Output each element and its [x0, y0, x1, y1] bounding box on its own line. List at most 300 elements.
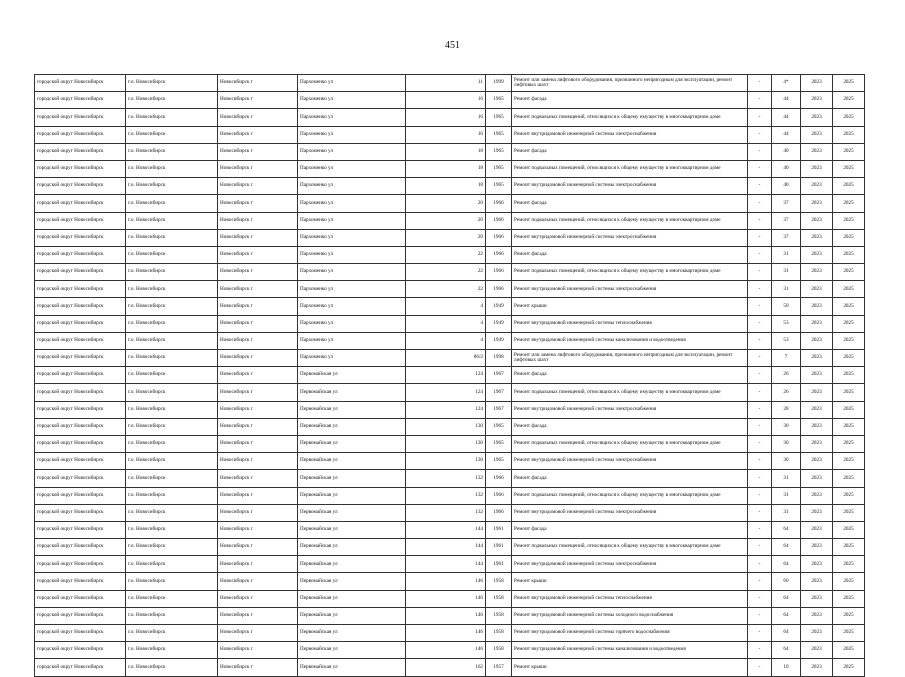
municipality-cell: г.о. Новосибирск — [126, 556, 218, 573]
street-cell: Пархоменко ул — [298, 92, 406, 109]
end-year-cell: 2025 — [833, 195, 865, 212]
work-type-cell: Ремонт подвальных помещений, относящихся к общему имуществу в многоквартирном доме — [512, 109, 748, 126]
start-year-cell: 2023 — [801, 75, 833, 92]
city-cell: Новосибирск г — [218, 315, 298, 332]
end-year-cell: 2025 — [833, 539, 865, 556]
house-number-cell: 124 — [406, 401, 486, 418]
city-cell: Новосибирск г — [218, 607, 298, 624]
work-type-cell: Ремонт внутридомовой инженерной системы теплоснабжения — [512, 315, 748, 332]
work-type-cell: Ремонт внутридомовой инженерной системы электроснабжения — [512, 453, 748, 470]
start-year-cell: 2023 — [801, 470, 833, 487]
count-cell: 4* — [772, 75, 801, 92]
build-year-cell: 1999 — [486, 75, 512, 92]
work-type-cell: Ремонт фасада — [512, 143, 748, 160]
district-cell: городской округ Новосибирск — [35, 75, 126, 92]
count-cell: 50 — [772, 298, 801, 315]
house-number-cell: 130 — [406, 435, 486, 452]
district-cell: городской округ Новосибирск — [35, 607, 126, 624]
street-cell: Пархоменко ул — [298, 229, 406, 246]
end-year-cell: 2025 — [833, 453, 865, 470]
placeholder-cell: - — [748, 625, 772, 642]
count-cell: 60 — [772, 573, 801, 590]
table-row — [35, 642, 865, 659]
house-number-cell: 18 — [406, 160, 486, 177]
start-year-cell: 2023 — [801, 625, 833, 642]
start-year-cell: 2023 — [801, 315, 833, 332]
count-cell: 31 — [772, 246, 801, 263]
district-cell: городской округ Новосибирск — [35, 160, 126, 177]
house-number-cell: 146 — [406, 607, 486, 624]
start-year-cell: 2023 — [801, 384, 833, 401]
start-year-cell: 2023 — [801, 264, 833, 281]
city-cell: Новосибирск г — [218, 367, 298, 384]
table-row — [35, 470, 865, 487]
build-year-cell: 1958 — [486, 625, 512, 642]
build-year-cell: 1965 — [486, 109, 512, 126]
city-cell: Новосибирск г — [218, 642, 298, 659]
start-year-cell: 2023 — [801, 109, 833, 126]
count-cell: 44 — [772, 109, 801, 126]
build-year-cell: 1966 — [486, 212, 512, 229]
table-row — [35, 487, 865, 504]
table-row — [35, 109, 865, 126]
end-year-cell: 2025 — [833, 350, 865, 367]
street-cell: Первомайская ул — [298, 556, 406, 573]
street-cell: Первомайская ул — [298, 642, 406, 659]
municipality-cell: г.о. Новосибирск — [126, 195, 218, 212]
work-type-cell: Ремонт подвальных помещений, относящихся к общему имуществу в многоквартирном доме — [512, 264, 748, 281]
placeholder-cell: - — [748, 418, 772, 435]
table-row — [35, 264, 865, 281]
placeholder-cell: - — [748, 281, 772, 298]
district-cell: городской округ Новосибирск — [35, 384, 126, 401]
start-year-cell: 2023 — [801, 521, 833, 538]
municipality-cell: г.о. Новосибирск — [126, 659, 218, 676]
district-cell: городской округ Новосибирск — [35, 298, 126, 315]
table-row — [35, 143, 865, 160]
placeholder-cell: - — [748, 642, 772, 659]
build-year-cell: 1965 — [486, 453, 512, 470]
work-type-cell: Ремонт крыши — [512, 298, 748, 315]
start-year-cell: 2023 — [801, 642, 833, 659]
street-cell: Пархоменко ул — [298, 109, 406, 126]
house-number-cell: 20 — [406, 212, 486, 229]
placeholder-cell: - — [748, 92, 772, 109]
placeholder-cell: - — [748, 607, 772, 624]
build-year-cell: 1965 — [486, 178, 512, 195]
placeholder-cell: - — [748, 178, 772, 195]
placeholder-cell: - — [748, 109, 772, 126]
work-type-cell: Ремонт внутридомовой инженерной системы канализования и водоотведения — [512, 642, 748, 659]
city-cell: Новосибирск г — [218, 659, 298, 676]
placeholder-cell: - — [748, 367, 772, 384]
end-year-cell: 2025 — [833, 92, 865, 109]
street-cell: Пархоменко ул — [298, 126, 406, 143]
end-year-cell: 2025 — [833, 384, 865, 401]
build-year-cell: 1958 — [486, 590, 512, 607]
city-cell: Новосибирск г — [218, 573, 298, 590]
end-year-cell: 2025 — [833, 315, 865, 332]
count-cell: 28 — [772, 401, 801, 418]
table-row — [35, 160, 865, 177]
build-year-cell: 1965 — [486, 143, 512, 160]
city-cell: Новосибирск г — [218, 435, 298, 452]
district-cell: городской округ Новосибирск — [35, 212, 126, 229]
city-cell: Новосибирск г — [218, 418, 298, 435]
count-cell: 31 — [772, 470, 801, 487]
count-cell: 44 — [772, 126, 801, 143]
municipality-cell: г.о. Новосибирск — [126, 453, 218, 470]
municipality-cell: г.о. Новосибирск — [126, 435, 218, 452]
build-year-cell: 1958 — [486, 607, 512, 624]
house-number-cell: 16 — [406, 109, 486, 126]
table-row — [35, 625, 865, 642]
placeholder-cell: - — [748, 332, 772, 349]
house-number-cell: 4 — [406, 315, 486, 332]
work-type-cell: Ремонт фасада — [512, 195, 748, 212]
work-type-cell: Ремонт внутридомовой инженерной системы электроснабжения — [512, 504, 748, 521]
street-cell: Пархоменко ул — [298, 264, 406, 281]
build-year-cell: 1949 — [486, 332, 512, 349]
table-row — [35, 229, 865, 246]
district-cell: городской округ Новосибирск — [35, 521, 126, 538]
street-cell: Первомайская ул — [298, 625, 406, 642]
build-year-cell: 1966 — [486, 229, 512, 246]
placeholder-cell: - — [748, 143, 772, 160]
work-type-cell: Ремонт внутридомовой инженерной системы электроснабжения — [512, 178, 748, 195]
end-year-cell: 2025 — [833, 109, 865, 126]
build-year-cell: 1965 — [486, 418, 512, 435]
work-type-cell: Ремонт крыши — [512, 659, 748, 676]
table-row — [35, 590, 865, 607]
build-year-cell: 1966 — [486, 281, 512, 298]
start-year-cell: 2023 — [801, 401, 833, 418]
house-number-cell: 86/2 — [406, 350, 486, 367]
start-year-cell: 2023 — [801, 487, 833, 504]
placeholder-cell: - — [748, 350, 772, 367]
house-number-cell: 11 — [406, 75, 486, 92]
table-row — [35, 521, 865, 538]
work-type-cell: Ремонт фасада — [512, 521, 748, 538]
placeholder-cell: - — [748, 435, 772, 452]
work-type-cell: Ремонт внутридомовой инженерной системы электроснабжения — [512, 401, 748, 418]
house-number-cell: 124 — [406, 384, 486, 401]
house-number-cell: 22 — [406, 281, 486, 298]
table-row — [35, 212, 865, 229]
build-year-cell: 1961 — [486, 556, 512, 573]
district-cell: городской округ Новосибирск — [35, 642, 126, 659]
district-cell: городской округ Новосибирск — [35, 178, 126, 195]
municipality-cell: г.о. Новосибирск — [126, 607, 218, 624]
build-year-cell: 1966 — [486, 470, 512, 487]
house-number-cell: 130 — [406, 418, 486, 435]
house-number-cell: 132 — [406, 504, 486, 521]
district-cell: городской округ Новосибирск — [35, 264, 126, 281]
district-cell: городской округ Новосибирск — [35, 195, 126, 212]
district-cell: городской округ Новосибирск — [35, 350, 126, 367]
count-cell: 30 — [772, 435, 801, 452]
build-year-cell: 1965 — [486, 160, 512, 177]
table-row — [35, 418, 865, 435]
city-cell: Новосибирск г — [218, 75, 298, 92]
table-row — [35, 401, 865, 418]
build-year-cell: 1966 — [486, 487, 512, 504]
end-year-cell: 2025 — [833, 659, 865, 676]
placeholder-cell: - — [748, 384, 772, 401]
house-number-cell: 132 — [406, 487, 486, 504]
municipality-cell: г.о. Новосибирск — [126, 75, 218, 92]
count-cell: 37 — [772, 195, 801, 212]
street-cell: Первомайская ул — [298, 401, 406, 418]
district-cell: городской округ Новосибирск — [35, 143, 126, 160]
municipality-cell: г.о. Новосибирск — [126, 126, 218, 143]
start-year-cell: 2023 — [801, 418, 833, 435]
city-cell: Новосибирск г — [218, 160, 298, 177]
table-row — [35, 556, 865, 573]
placeholder-cell: - — [748, 229, 772, 246]
table-row — [35, 178, 865, 195]
district-cell: городской округ Новосибирск — [35, 435, 126, 452]
table-row — [35, 281, 865, 298]
municipality-cell: г.о. Новосибирск — [126, 642, 218, 659]
build-year-cell: 1957 — [486, 659, 512, 676]
end-year-cell: 2025 — [833, 212, 865, 229]
capital-repair-table — [34, 74, 865, 677]
placeholder-cell: - — [748, 401, 772, 418]
placeholder-cell: - — [748, 590, 772, 607]
street-cell: Первомайская ул — [298, 418, 406, 435]
municipality-cell: г.о. Новосибирск — [126, 590, 218, 607]
page-number: 451 — [445, 40, 460, 51]
start-year-cell: 2023 — [801, 178, 833, 195]
count-cell: 64 — [772, 625, 801, 642]
start-year-cell: 2023 — [801, 246, 833, 263]
work-type-cell: Ремонт подвальных помещений, относящихся к общему имуществу в многоквартирном доме — [512, 435, 748, 452]
municipality-cell: г.о. Новосибирск — [126, 281, 218, 298]
start-year-cell: 2023 — [801, 281, 833, 298]
build-year-cell: 1998 — [486, 350, 512, 367]
city-cell: Новосибирск г — [218, 625, 298, 642]
build-year-cell: 1967 — [486, 384, 512, 401]
start-year-cell: 2023 — [801, 126, 833, 143]
placeholder-cell: - — [748, 75, 772, 92]
placeholder-cell: - — [748, 264, 772, 281]
city-cell: Новосибирск г — [218, 143, 298, 160]
count-cell: 44 — [772, 92, 801, 109]
build-year-cell: 1958 — [486, 573, 512, 590]
district-cell: городской округ Новосибирск — [35, 470, 126, 487]
work-type-cell: Ремонт фасада — [512, 367, 748, 384]
city-cell: Новосибирск г — [218, 590, 298, 607]
district-cell: городской округ Новосибирск — [35, 487, 126, 504]
placeholder-cell: - — [748, 246, 772, 263]
start-year-cell: 2023 — [801, 573, 833, 590]
street-cell: Первомайская ул — [298, 590, 406, 607]
count-cell: 37 — [772, 229, 801, 246]
street-cell: Пархоменко ул — [298, 75, 406, 92]
street-cell: Пархоменко ул — [298, 315, 406, 332]
municipality-cell: г.о. Новосибирск — [126, 401, 218, 418]
end-year-cell: 2025 — [833, 401, 865, 418]
municipality-cell: г.о. Новосибирск — [126, 298, 218, 315]
street-cell: Пархоменко ул — [298, 332, 406, 349]
placeholder-cell: - — [748, 487, 772, 504]
count-cell: 64 — [772, 539, 801, 556]
end-year-cell: 2025 — [833, 332, 865, 349]
count-cell: 64 — [772, 556, 801, 573]
start-year-cell: 2023 — [801, 556, 833, 573]
street-cell: Первомайская ул — [298, 504, 406, 521]
table-row — [35, 195, 865, 212]
work-type-cell: Ремонт внутридомовой инженерной системы электроснабжения — [512, 556, 748, 573]
table-row — [35, 504, 865, 521]
city-cell: Новосибирск г — [218, 504, 298, 521]
district-cell: городской округ Новосибирск — [35, 539, 126, 556]
placeholder-cell: - — [748, 298, 772, 315]
city-cell: Новосибирск г — [218, 453, 298, 470]
start-year-cell: 2023 — [801, 435, 833, 452]
table-row — [35, 92, 865, 109]
work-type-cell: Ремонт подвальных помещений, относящихся к общему имуществу в многоквартирном доме — [512, 212, 748, 229]
placeholder-cell: - — [748, 195, 772, 212]
house-number-cell: 20 — [406, 229, 486, 246]
start-year-cell: 2023 — [801, 143, 833, 160]
street-cell: Первомайская ул — [298, 607, 406, 624]
work-type-cell: Ремонт крыши — [512, 573, 748, 590]
count-cell: 30 — [772, 418, 801, 435]
work-type-cell: Ремонт фасада — [512, 246, 748, 263]
house-number-cell: 22 — [406, 246, 486, 263]
placeholder-cell: - — [748, 160, 772, 177]
table-row — [35, 539, 865, 556]
street-cell: Первомайская ул — [298, 521, 406, 538]
end-year-cell: 2025 — [833, 160, 865, 177]
table-row — [35, 435, 865, 452]
house-number-cell: 146 — [406, 573, 486, 590]
district-cell: городской округ Новосибирск — [35, 573, 126, 590]
house-number-cell: 144 — [406, 539, 486, 556]
district-cell: городской округ Новосибирск — [35, 92, 126, 109]
build-year-cell: 1966 — [486, 264, 512, 281]
house-number-cell: 144 — [406, 521, 486, 538]
table-row — [35, 573, 865, 590]
table-body — [35, 75, 865, 677]
count-cell: 40 — [772, 160, 801, 177]
end-year-cell: 2025 — [833, 435, 865, 452]
municipality-cell: г.о. Новосибирск — [126, 229, 218, 246]
start-year-cell: 2023 — [801, 298, 833, 315]
start-year-cell: 2023 — [801, 590, 833, 607]
build-year-cell: 1949 — [486, 298, 512, 315]
street-cell: Первомайская ул — [298, 435, 406, 452]
build-year-cell: 1961 — [486, 521, 512, 538]
count-cell: 31 — [772, 281, 801, 298]
end-year-cell: 2025 — [833, 556, 865, 573]
municipality-cell: г.о. Новосибирск — [126, 109, 218, 126]
end-year-cell: 2025 — [833, 126, 865, 143]
placeholder-cell: - — [748, 470, 772, 487]
municipality-cell: г.о. Новосибирск — [126, 92, 218, 109]
house-number-cell: 146 — [406, 590, 486, 607]
street-cell: Пархоменко ул — [298, 298, 406, 315]
district-cell: городской округ Новосибирск — [35, 281, 126, 298]
city-cell: Новосибирск г — [218, 487, 298, 504]
municipality-cell: г.о. Новосибирск — [126, 521, 218, 538]
start-year-cell: 2023 — [801, 453, 833, 470]
city-cell: Новосибирск г — [218, 195, 298, 212]
district-cell: городской округ Новосибирск — [35, 367, 126, 384]
end-year-cell: 2025 — [833, 298, 865, 315]
district-cell: городской округ Новосибирск — [35, 246, 126, 263]
house-number-cell: 16 — [406, 126, 486, 143]
start-year-cell: 2023 — [801, 350, 833, 367]
build-year-cell: 1966 — [486, 504, 512, 521]
count-cell: 30 — [772, 453, 801, 470]
count-cell: 7 — [772, 350, 801, 367]
house-number-cell: 146 — [406, 625, 486, 642]
table-row — [35, 453, 865, 470]
district-cell: городской округ Новосибирск — [35, 625, 126, 642]
municipality-cell: г.о. Новосибирск — [126, 350, 218, 367]
table-row — [35, 75, 865, 92]
build-year-cell: 1965 — [486, 435, 512, 452]
city-cell: Новосибирск г — [218, 212, 298, 229]
count-cell: 26 — [772, 384, 801, 401]
work-type-cell: Ремонт фасада — [512, 470, 748, 487]
house-number-cell: 144 — [406, 556, 486, 573]
end-year-cell: 2025 — [833, 470, 865, 487]
end-year-cell: 2025 — [833, 573, 865, 590]
street-cell: Пархоменко ул — [298, 160, 406, 177]
start-year-cell: 2023 — [801, 367, 833, 384]
house-number-cell: 132 — [406, 470, 486, 487]
table-row — [35, 659, 865, 676]
placeholder-cell: - — [748, 126, 772, 143]
street-cell: Первомайская ул — [298, 384, 406, 401]
district-cell: городской округ Новосибирск — [35, 315, 126, 332]
work-type-cell: Ремонт подвальных помещений, относящихся к общему имуществу в многоквартирном доме — [512, 384, 748, 401]
end-year-cell: 2025 — [833, 521, 865, 538]
build-year-cell: 1949 — [486, 315, 512, 332]
district-cell: городской округ Новосибирск — [35, 401, 126, 418]
work-type-cell: Ремонт фасада — [512, 92, 748, 109]
count-cell: 64 — [772, 607, 801, 624]
placeholder-cell: - — [748, 315, 772, 332]
house-number-cell: 22 — [406, 264, 486, 281]
municipality-cell: г.о. Новосибирск — [126, 332, 218, 349]
city-cell: Новосибирск г — [218, 281, 298, 298]
house-number-cell: 162 — [406, 659, 486, 676]
count-cell: 26 — [772, 367, 801, 384]
municipality-cell: г.о. Новосибирск — [126, 143, 218, 160]
municipality-cell: г.о. Новосибирск — [126, 625, 218, 642]
build-year-cell: 1958 — [486, 642, 512, 659]
street-cell: Первомайская ул — [298, 487, 406, 504]
municipality-cell: г.о. Новосибирск — [126, 367, 218, 384]
municipality-cell: г.о. Новосибирск — [126, 160, 218, 177]
end-year-cell: 2025 — [833, 178, 865, 195]
work-type-cell: Ремонт фасада — [512, 418, 748, 435]
city-cell: Новосибирск г — [218, 539, 298, 556]
district-cell: городской округ Новосибирск — [35, 418, 126, 435]
city-cell: Новосибирск г — [218, 556, 298, 573]
end-year-cell: 2025 — [833, 418, 865, 435]
end-year-cell: 2025 — [833, 504, 865, 521]
work-type-cell: Ремонт внутридомовой инженерной системы электроснабжения — [512, 126, 748, 143]
city-cell: Новосибирск г — [218, 264, 298, 281]
start-year-cell: 2023 — [801, 212, 833, 229]
count-cell: 31 — [772, 487, 801, 504]
